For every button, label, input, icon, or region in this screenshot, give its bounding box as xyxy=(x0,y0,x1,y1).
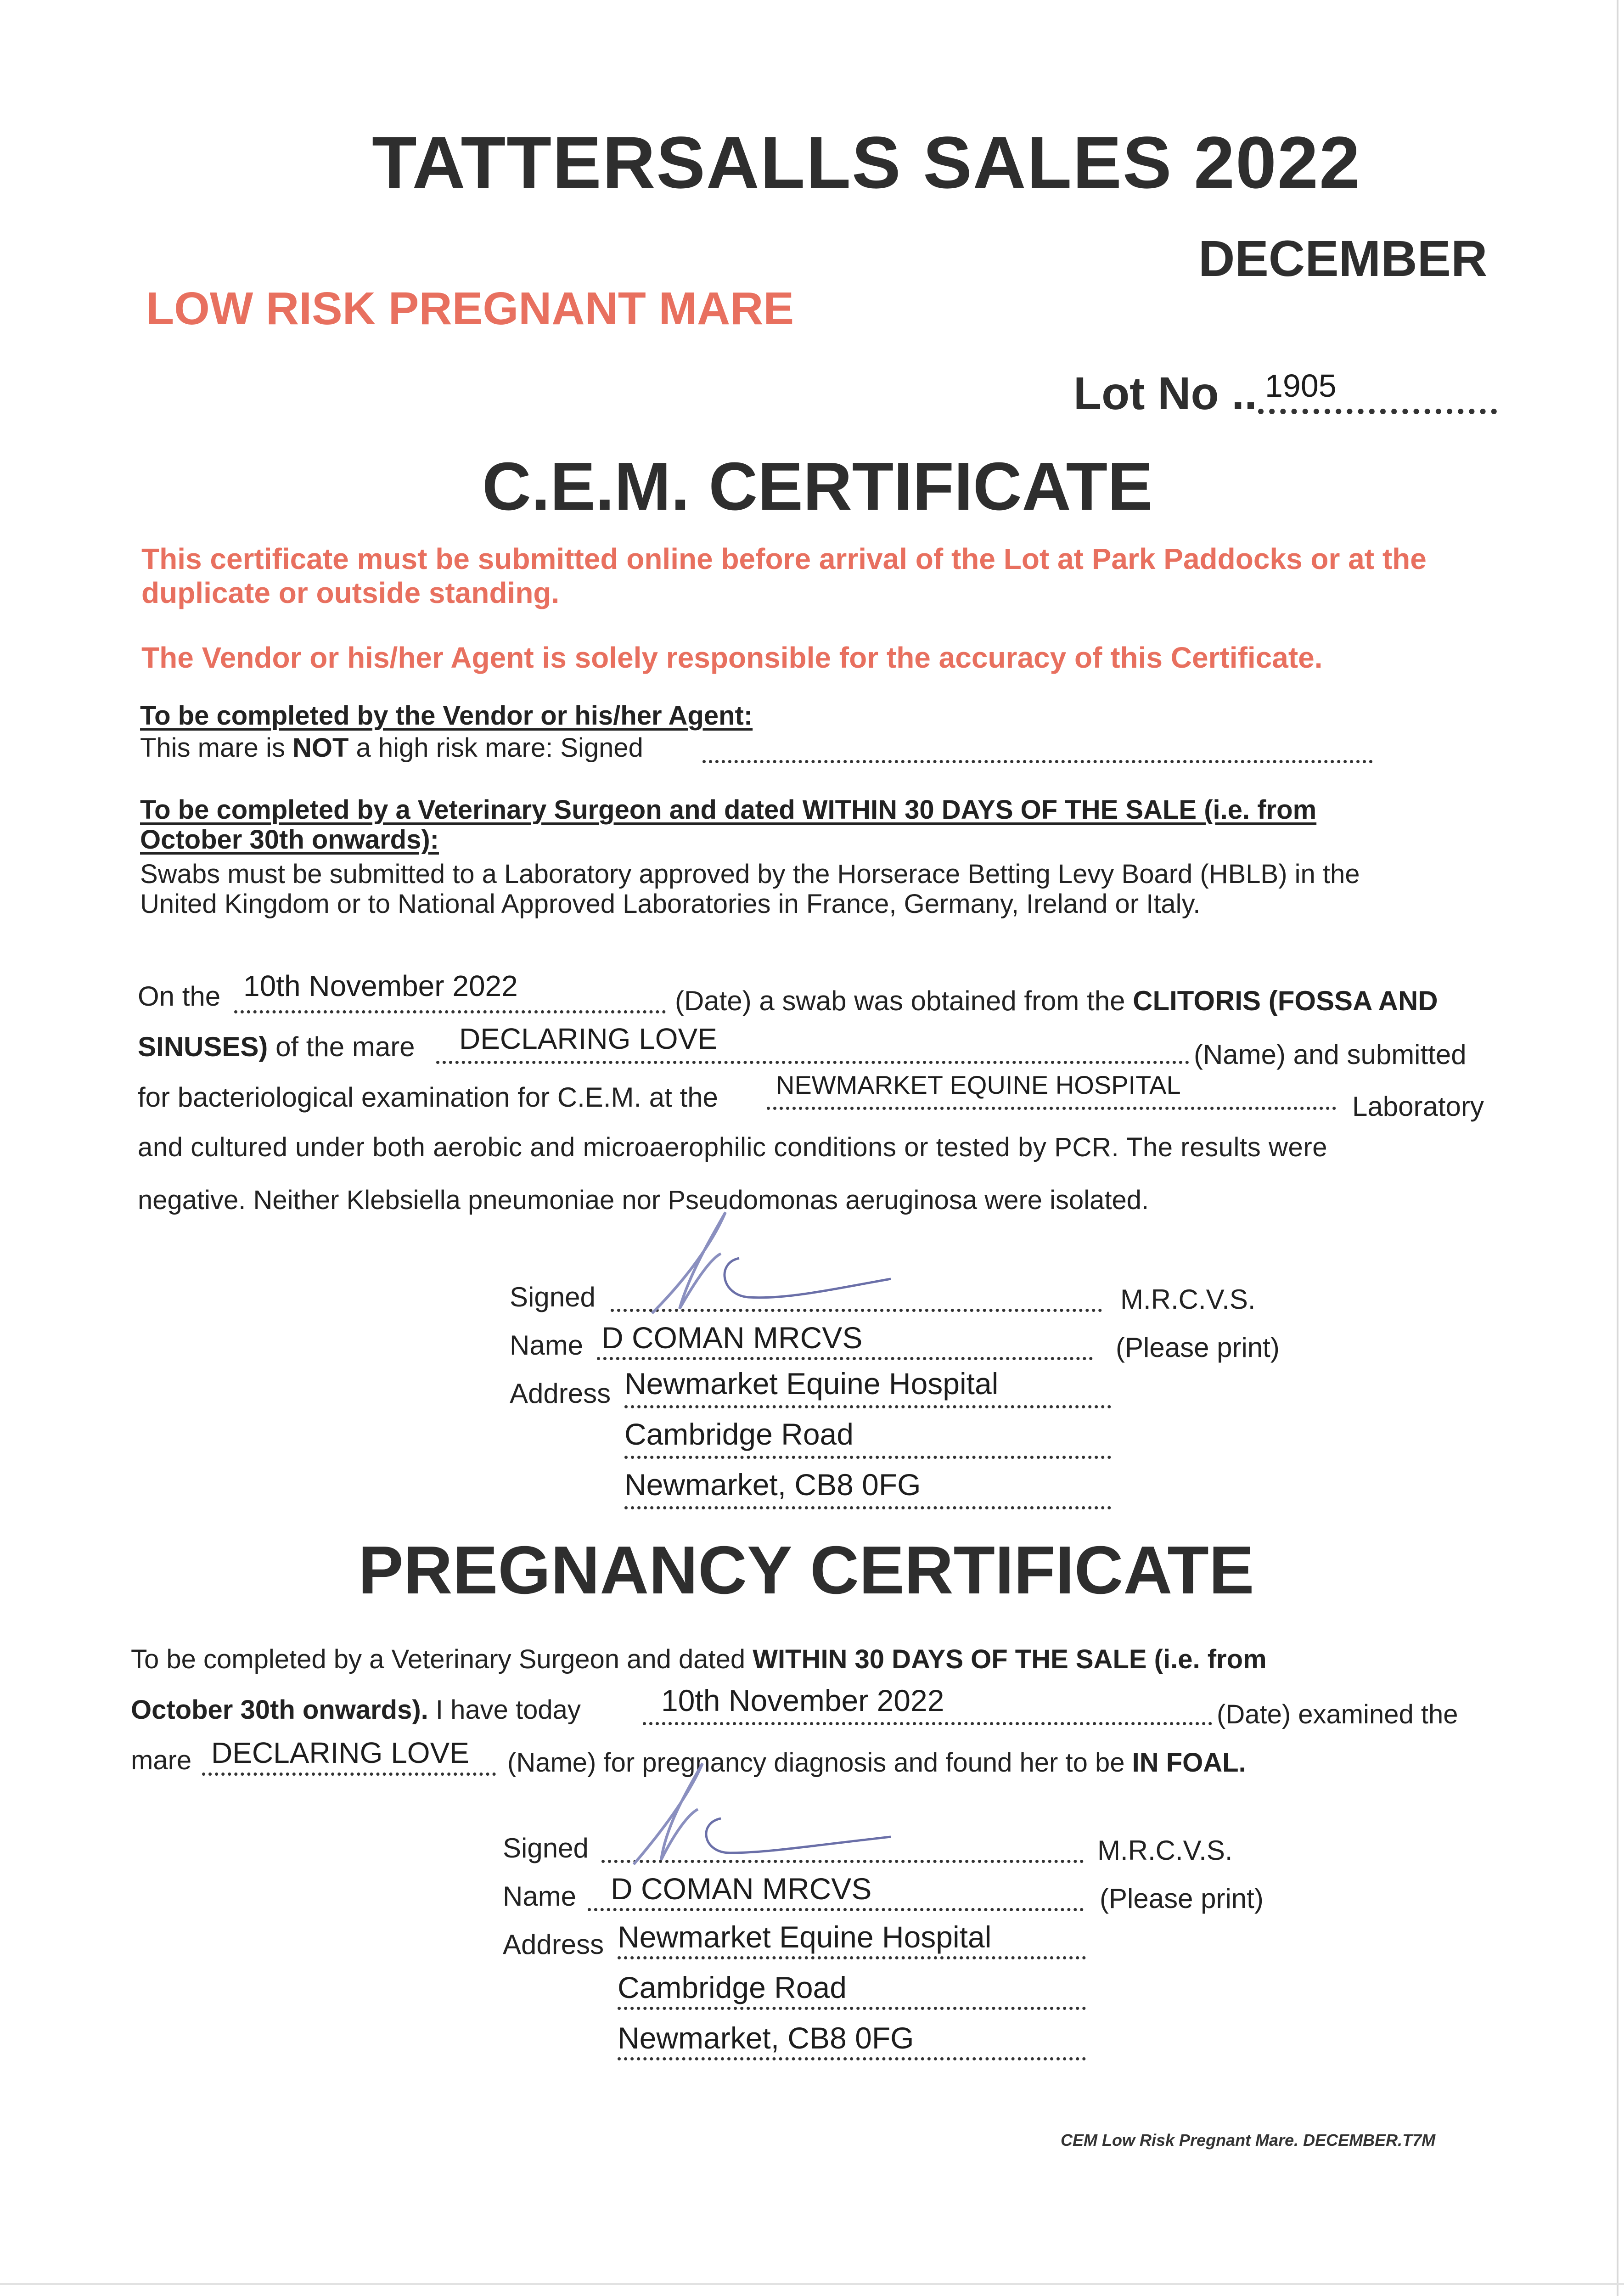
laboratory-dots xyxy=(767,1107,1336,1110)
on-the-label: On the xyxy=(138,981,221,1012)
cem-signature xyxy=(634,1203,955,1318)
document-title: TATTERSALLS SALES 2022 xyxy=(372,121,1361,203)
cem-address-line2-dots xyxy=(624,1456,1111,1459)
lot-number-dots xyxy=(1258,409,1497,414)
pregnancy-mare-name: DECLARING LOVE xyxy=(211,1736,469,1769)
preg-address-line1: Newmarket Equine Hospital xyxy=(618,1920,992,1954)
in-foal-result: IN FOAL. xyxy=(1132,1748,1246,1778)
cem-mare-name-dots xyxy=(436,1061,1189,1064)
cem-title: C.E.M. CERTIFICATE xyxy=(482,449,1153,524)
swab-date: 10th November 2022 xyxy=(243,969,518,1002)
submission-notice xyxy=(141,542,1505,610)
submission-notice-text: This certificate must be submitted online before arrival of the Lot at Park Paddocks or at the duplicate or outside standing. xyxy=(141,542,1427,609)
cem-address-line2: Cambridge Road xyxy=(624,1417,854,1451)
cem-address-label: Address xyxy=(510,1378,611,1409)
pregnancy-date-post: (Date) examined the xyxy=(1217,1699,1458,1729)
scan-bottom-edge xyxy=(0,2283,1624,2285)
cem-address-line1-dots xyxy=(624,1405,1111,1408)
preg-mrcvs-label: M.R.C.V.S. xyxy=(1097,1835,1233,1866)
cem-vet-name: D COMAN MRCVS xyxy=(601,1321,863,1355)
negative-results-text: negative. Neither Klebsiella pneumoniae nor Pseudomonas aeruginosa were isolated. xyxy=(138,1185,1149,1215)
swab-requirement-line1: Swabs must be submitted to a Laboratory approved by the Horserace Betting Levy Board (HBLB) in the xyxy=(140,859,1360,889)
sale-month: DECEMBER xyxy=(1198,231,1488,287)
name-submitted-text: (Name) and submitted xyxy=(1194,1039,1467,1070)
form-reference: CEM Low Risk Pregnant Mare. DECEMBER.T7M xyxy=(1061,2131,1436,2150)
vendor-signature-line[interactable] xyxy=(702,760,1373,763)
lot-number: 1905 xyxy=(1265,368,1337,404)
pregnancy-diagnosis-plain: (Name) for pregnancy diagnosis and found her to be xyxy=(507,1748,1125,1778)
laboratory-name: NEWMARKET EQUINE HOSPITAL xyxy=(776,1070,1181,1099)
vendor-declaration-pre: This mare is xyxy=(140,733,292,763)
pregnancy-mare-name-dots xyxy=(202,1773,496,1776)
vet-heading-line1: To be completed by a Veterinary Surgeon and dated WITHIN 30 DAYS OF THE SALE (i.e. from xyxy=(140,795,1317,825)
preg-signature xyxy=(615,1754,937,1869)
preg-name-label: Name xyxy=(503,1881,577,1912)
cem-address-line1: Newmarket Equine Hospital xyxy=(624,1367,999,1401)
preg-vet-name: D COMAN MRCVS xyxy=(611,1872,872,1906)
preg-address-label: Address xyxy=(503,1929,604,1960)
swab-date-dots xyxy=(234,1010,666,1013)
vendor-heading: To be completed by the Vendor or his/her Agent: xyxy=(140,701,753,731)
pregnancy-line2 xyxy=(131,1694,581,1725)
laboratory-label: Laboratory xyxy=(1352,1091,1484,1122)
pregnancy-line1-bold: WITHIN 30 DAYS OF THE SALE (i.e. from xyxy=(753,1644,1267,1674)
preg-address-line3-dots xyxy=(618,2057,1086,2060)
cem-mare-name: DECLARING LOVE xyxy=(459,1022,717,1055)
date-swab-text xyxy=(675,985,1438,1017)
cem-name-label: Name xyxy=(510,1330,584,1361)
culture-text: and cultured under both aerobic and microaerophilic conditions or tested by PCR. The results were xyxy=(138,1132,1328,1162)
pregnancy-mare-label: mare xyxy=(131,1745,192,1775)
for-exam-text: for bacteriological examination for C.E.M. at the xyxy=(138,1082,718,1113)
mare-category: LOW RISK PREGNANT MARE xyxy=(146,283,794,334)
vendor-declaration-not: NOT xyxy=(292,733,349,763)
lot-label: Lot No .. xyxy=(1073,368,1257,419)
preg-address-line3: Newmarket, CB8 0FG xyxy=(618,2021,914,2055)
cem-signed-label: Signed xyxy=(510,1282,596,1312)
preg-vet-name-dots xyxy=(588,1908,1084,1911)
preg-signed-label: Signed xyxy=(503,1833,589,1863)
swab-site-sinuses: SINUSES) xyxy=(138,1031,268,1062)
of-mare-label: of the mare xyxy=(275,1031,415,1062)
pregnancy-line1-pre: To be completed by a Veterinary Surgeon and dated xyxy=(131,1644,746,1674)
pregnancy-date: 10th November 2022 xyxy=(661,1683,944,1717)
vendor-declaration-post: a high risk mare: Signed xyxy=(348,733,643,763)
cem-mrcvs-label: M.R.C.V.S. xyxy=(1120,1284,1256,1315)
preg-address-line2-dots xyxy=(618,2007,1086,2010)
swab-site-clitoris: CLITORIS (FOSSA AND xyxy=(1133,985,1438,1016)
pregnancy-date-dots xyxy=(643,1722,1212,1725)
scan-edge xyxy=(1617,0,1618,2296)
pregnancy-title: PREGNANCY CERTIFICATE xyxy=(358,1532,1254,1608)
sinuses-line xyxy=(138,1031,415,1063)
responsibility-notice: The Vendor or his/her Agent is solely responsible for the accuracy of this Certificate. xyxy=(141,641,1323,674)
preg-please-print: (Please print) xyxy=(1100,1883,1264,1914)
vet-heading-line2: October 30th onwards): xyxy=(140,825,439,855)
vendor-declaration xyxy=(140,732,643,763)
cem-please-print: (Please print) xyxy=(1116,1332,1280,1363)
preg-address-line2: Cambridge Road xyxy=(618,1970,847,2004)
swab-requirement-line2: United Kingdom or to National Approved Laboratories in France, Germany, Ireland or Italy. xyxy=(140,889,1201,919)
cem-address-line3: Newmarket, CB8 0FG xyxy=(624,1468,921,1502)
pregnancy-line2-text: I have today xyxy=(435,1695,581,1725)
date-swab-text-plain: (Date) a swab was obtained from the xyxy=(675,985,1125,1016)
preg-address-line1-dots xyxy=(618,1956,1086,1959)
pregnancy-line1 xyxy=(131,1644,1267,1675)
cem-address-line3-dots xyxy=(624,1506,1111,1509)
pregnancy-line2-bold: October 30th onwards). xyxy=(131,1695,428,1725)
cem-vet-name-dots xyxy=(597,1357,1093,1360)
